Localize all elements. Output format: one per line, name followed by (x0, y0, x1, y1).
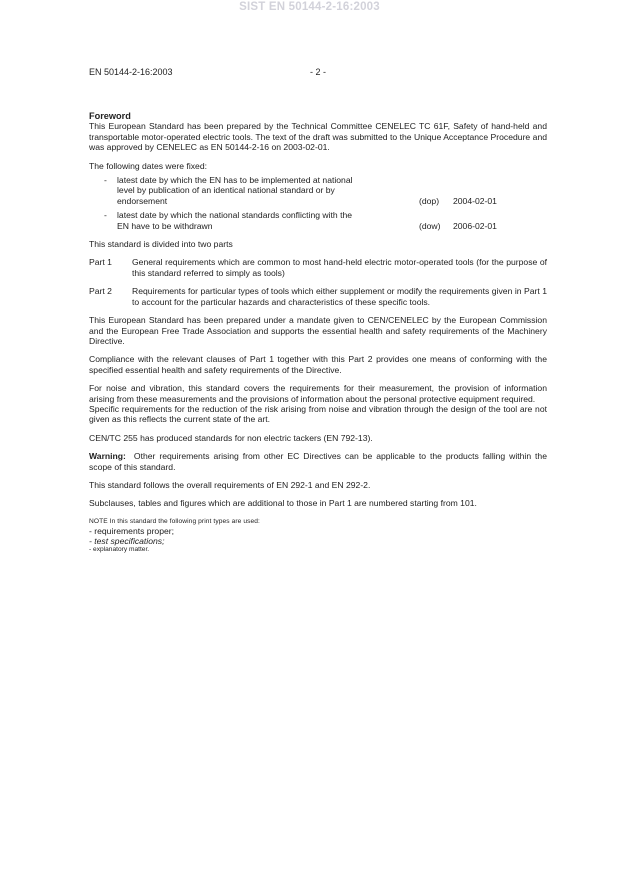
header-doc-id: EN 50144-2-16:2003 (89, 67, 173, 77)
foreword-section (89, 111, 547, 554)
date-item-dow (89, 210, 547, 231)
date-value: 2004-02-01 (453, 195, 497, 206)
overall-paragraph: This standard follows the overall requirements of EN 292-1 and EN 292-2. (89, 479, 371, 490)
part-1 (89, 257, 547, 278)
note-line-explanatory: - explanatory matter. (89, 545, 150, 553)
warning-paragraph (89, 451, 547, 472)
date-item-dop (89, 175, 547, 206)
date-value: 2006-02-01 (453, 220, 497, 231)
date-text: latest date by which the EN has to be implemented at national level by publication of an identical national standard or by endorsement (117, 175, 353, 206)
note-line-requirements: - requirements proper; (89, 525, 175, 536)
part-2 (89, 286, 547, 307)
foreword-title: Foreword (89, 111, 131, 121)
list-dash: - (104, 175, 107, 186)
subclauses-paragraph: Subclauses, tables and figures which are additional to those in Part 1 are numbered starting from 101. (89, 498, 477, 509)
part-text: Requirements for particular types of tools which either supplement or modify the requirements given in Part 1 to account for the particular hazards and characteristics of these specific tools. (132, 286, 547, 307)
noise-paragraph-1: For noise and vibration, this standard covers the requirements for their measurement, the provision of information arising from these measurements and the provisions of information about the personal protective equipment required. (89, 383, 547, 404)
note-block (89, 518, 547, 554)
parts-intro: This standard is divided into two parts (89, 239, 233, 250)
dates-intro: The following dates were fixed: (89, 160, 207, 171)
part-label: Part 2 (89, 286, 112, 297)
part-text: General requirements which are common to most hand-held electric motor-operated tools (for the purpose of this standard referred to simply as tools) (132, 257, 547, 278)
watermark: SIST EN 50144-2-16:2003 (239, 1, 380, 13)
note-line-test-specifications: - test specifications; (89, 535, 165, 546)
warning-label: Warning: (89, 451, 126, 462)
date-code: (dop) (419, 195, 440, 206)
noise-paragraph-2: Specific requirements for the reduction of the risk arising from noise and vibration through the design of the tool are not given as this reflects the current state of the art. (89, 403, 547, 425)
part-label: Part 1 (89, 257, 112, 268)
compliance-paragraph: Compliance with the relevant clauses of Part 1 together with this Part 2 provides one means of conforming with the specified essential health and safety requirements of the Directive. (89, 354, 547, 375)
cen-tc-paragraph: CEN/TC 255 has produced standards for non electric tackers (EN 792-13). (89, 432, 373, 443)
date-text: latest date by which the national standards conflicting with the EN have to be withdrawn (117, 210, 353, 231)
warning-text: Other requirements arising from other EC Directives can be applicable to the products falling within the scope of this standard. (89, 451, 547, 472)
list-dash: - (104, 210, 107, 221)
mandate-paragraph: This European Standard has been prepared under a mandate given to CEN/CENELEC by the European Commission and the European Free Trade Association and supports the essential health and safety requirements of the Machinery Directive. (89, 315, 547, 346)
intro-paragraph: This European Standard has been prepared by the Technical Committee CENELEC TC 61F, Safety of hand-held and transportable motor-operated electric tools. The text of the draft was submitted to the Unique Acceptance Procedure and was approved by CENELEC as EN 50144-2-16 on 2003-02-01. (89, 121, 547, 153)
note-head: NOTE In this standard the following print types are used: (89, 517, 260, 525)
date-code: (dow) (419, 220, 441, 231)
header-page-number: - 2 - (310, 67, 327, 77)
